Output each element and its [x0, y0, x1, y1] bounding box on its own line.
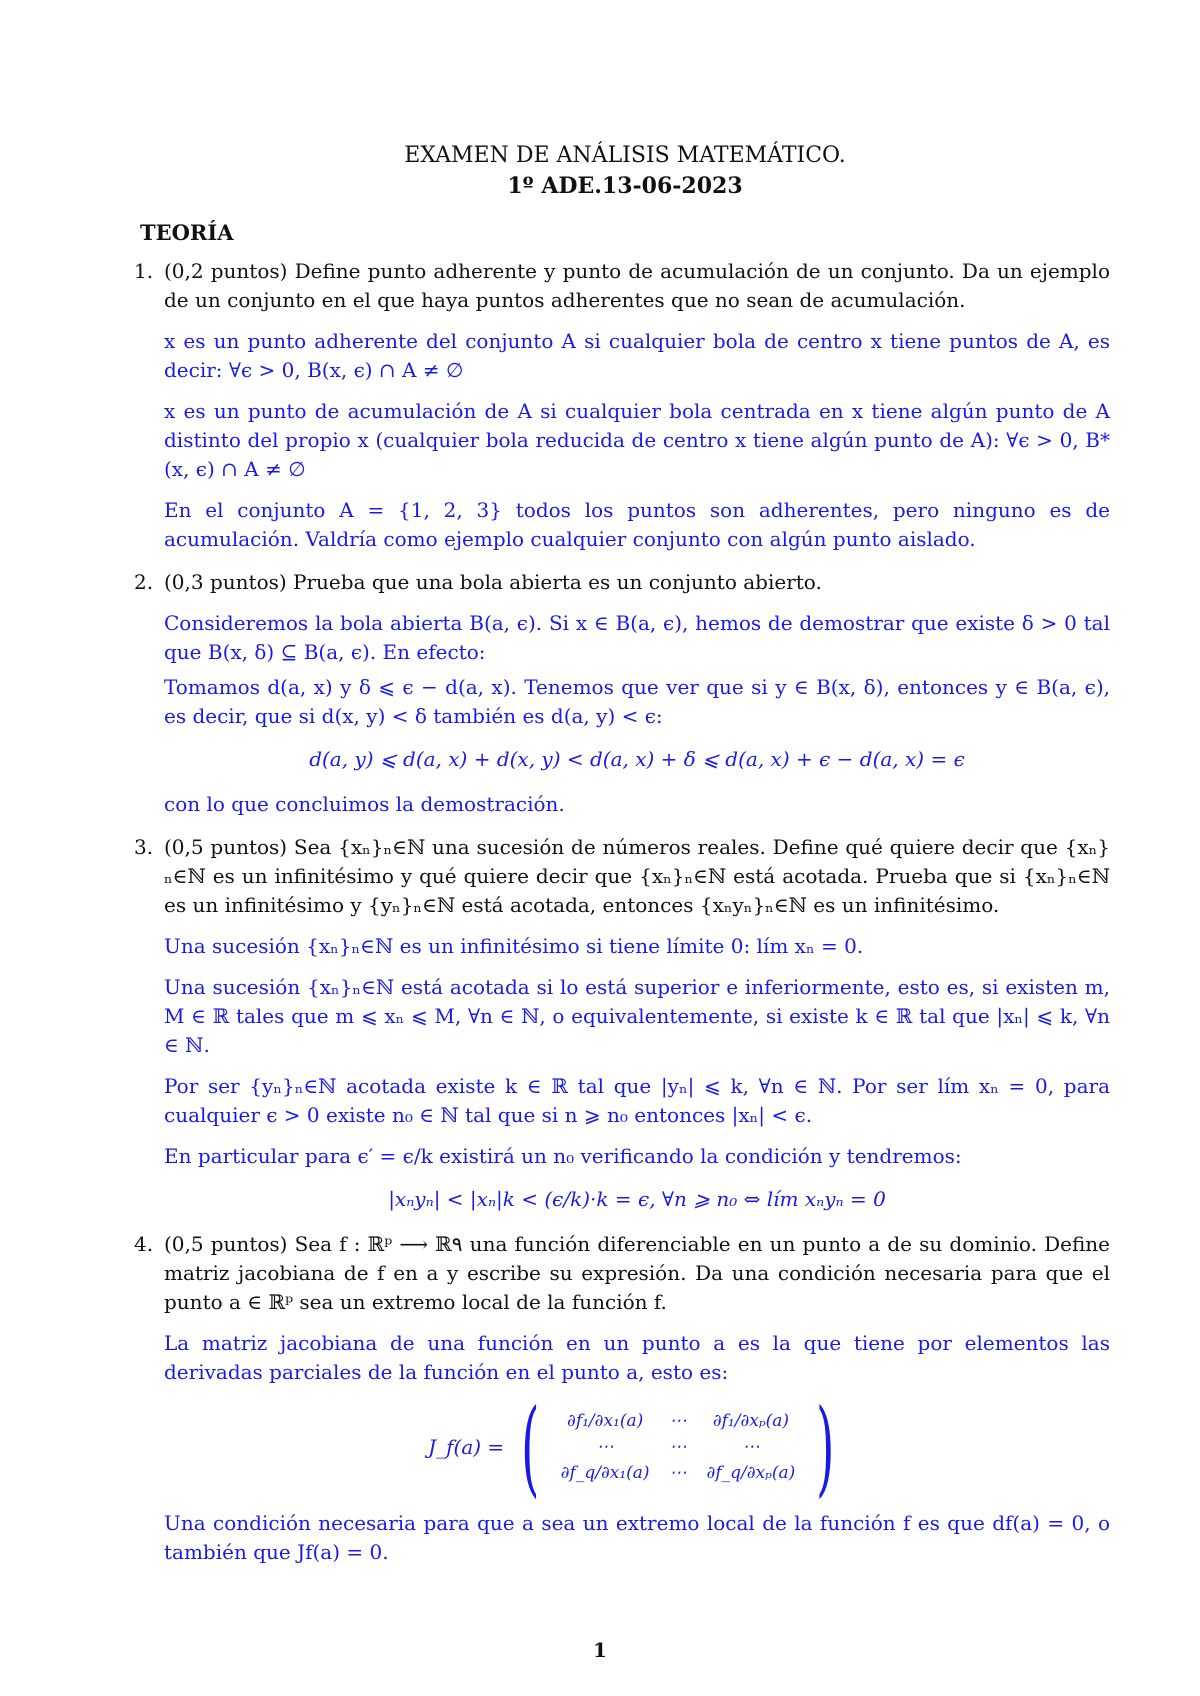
section-heading: TEORÍA: [140, 220, 234, 245]
matrix-cell: ∂f_q/∂x₁(a): [560, 1463, 650, 1483]
answer-paragraph: En particular para ϵ′ = ϵ/k existirá un n₀ verificando la condición y tendremos:: [164, 1144, 962, 1168]
exam-subtitle: 1º ADE.13-06-2023: [507, 173, 743, 199]
answer-paragraph: En el conjunto A = {1, 2, 3} todos los puntos son adherentes, pero ninguno es de acumulación. Valdría como ejemplo cualquier conjunto con algún punto aislado.: [164, 498, 1110, 551]
question-2: [134, 568, 1110, 819]
matrix-lhs: J_f(a) =: [428, 1434, 505, 1459]
matrix-cell: ∂f_q/∂xₚ(a): [706, 1463, 796, 1483]
answer-paragraph: Una sucesión {xₙ}ₙ∈ℕ está acotada si lo está superior e inferiormente, esto es, si existen m, M ∈ ℝ tales que m ⩽ xₙ ⩽ M, ∀n ∈ ℕ, o equivalentemente, si existe k ∈ ℝ tal que |xₙ| ⩽ k, ∀n ∈ ℕ.: [164, 975, 1110, 1057]
exam-title: EXAMEN DE ANÁLISIS MATEMÁTICO.: [404, 143, 846, 168]
question-number: 2.: [134, 570, 154, 594]
answer-closing: con lo que concluimos la demostración.: [164, 792, 565, 816]
left-paren-icon: (: [521, 1386, 540, 1508]
answer-closing: Una condición necesaria para que a sea un extremo local de la función f es que df(a) = 0, o también que Jf(a) = 0.: [164, 1511, 1110, 1564]
display-equation: |xₙyₙ| < |xₙ|k < (ϵ/k)·k = ϵ, ∀n ⩾ n₀ ⇔ lím xₙyₙ = 0: [388, 1187, 886, 1211]
answer-paragraph: Una sucesión {xₙ}ₙ∈ℕ es un infinitésimo si tiene límite 0: lím xₙ = 0.: [164, 934, 864, 958]
page-number: 1: [593, 1638, 607, 1662]
matrix-cell: ⋯: [669, 1463, 687, 1483]
matrix-body: [551, 1408, 806, 1486]
matrix-cell: ⋯: [669, 1437, 687, 1457]
answer-paragraph: La matriz jacobiana de una función en un punto a es la que tiene por elementos las derivadas parciales de la función en el punto a, esto es:: [164, 1331, 1110, 1384]
matrix-cell: ⋯: [669, 1411, 687, 1431]
matrix-cell: ⋯: [742, 1437, 760, 1457]
question-prompt: (0,5 puntos) Sea {xₙ}ₙ∈ℕ una sucesión de números reales. Define qué quiere decir que {xₙ}ₙ∈ℕ es un infinitésimo y qué quiere decir que {xₙ}ₙ∈ℕ está acotada. Prueba que si {xₙ}ₙ∈ℕ es un infinitésimo y {yₙ}ₙ∈ℕ está acotada, entonces {xₙyₙ}ₙ∈ℕ es un infinitésimo.: [164, 835, 1110, 917]
answer-paragraph: Por ser {yₙ}ₙ∈ℕ acotada existe k ∈ ℝ tal que |yₙ| ⩽ k, ∀n ∈ ℕ. Por ser lím xₙ = 0, para cualquier ϵ > 0 existe n₀ ∈ ℕ tal que si n ⩾ n₀ entonces |xₙ| < ϵ.: [164, 1074, 1110, 1127]
answer-paragraph: x es un punto de acumulación de A si cualquier bola centrada en x tiene algún punto de A distinto del propio x (cualquier bola reducida de centro x tiene algún punto de A): ∀ϵ > 0, B*(x, ϵ) ∩ A ≠ ∅: [164, 399, 1110, 481]
question-1: [134, 257, 1110, 554]
question-prompt: (0,5 puntos) Sea f : ℝᵖ ⟶ ℝ۹ una función diferenciable en un punto a de su dominio. Define matriz jacobiana de f en a y escribe su expresión. Da una condición necesaria para que el punto a ∈ ℝᵖ sea un extremo local de la función f.: [164, 1232, 1110, 1314]
matrix-cell: ∂f₁/∂xₚ(a): [712, 1411, 790, 1431]
question-number: 1.: [134, 259, 154, 283]
question-prompt: (0,2 puntos) Define punto adherente y punto de acumulación de un conjunto. Da un ejemplo de un conjunto en el que haya puntos adherentes que no sean de acumulación.: [164, 259, 1110, 312]
right-paren-icon: ): [816, 1386, 835, 1508]
exam-page: [134, 140, 1110, 1577]
matrix-cell: ∂f₁/∂x₁(a): [567, 1411, 644, 1431]
answer-paragraph: x es un punto adherente del conjunto A si cualquier bola de centro x tiene puntos de A, es decir: ∀ϵ > 0, B(x, ϵ) ∩ A ≠ ∅: [164, 329, 1110, 382]
question-4: [134, 1230, 1110, 1567]
question-3: [134, 833, 1110, 1214]
answer-paragraph: Consideremos la bola abierta B(a, ϵ). Si x ∈ B(a, ϵ), hemos de demostrar que existe δ > 0 tal que B(x, δ) ⊆ B(a, ϵ). En efecto:: [164, 611, 1110, 664]
question-prompt: (0,3 puntos) Prueba que una bola abierta es un conjunto abierto.: [164, 570, 822, 594]
jacobian-matrix: [164, 1386, 1110, 1508]
display-equation: d(a, y) ⩽ d(a, x) + d(x, y) < d(a, x) + δ ⩽ d(a, x) + ϵ − d(a, x) = ϵ: [309, 747, 965, 771]
answer-paragraph: Tomamos d(a, x) y δ ⩽ ϵ − d(a, x). Tenemos que ver que si y ∈ B(x, δ), entonces y ∈ B(a, ϵ), es decir, que si d(x, y) < δ también es d(a, y) < ϵ:: [164, 675, 1110, 728]
question-number: 3.: [134, 835, 154, 859]
matrix-cell: ⋯: [596, 1437, 614, 1457]
question-number: 4.: [134, 1232, 154, 1256]
